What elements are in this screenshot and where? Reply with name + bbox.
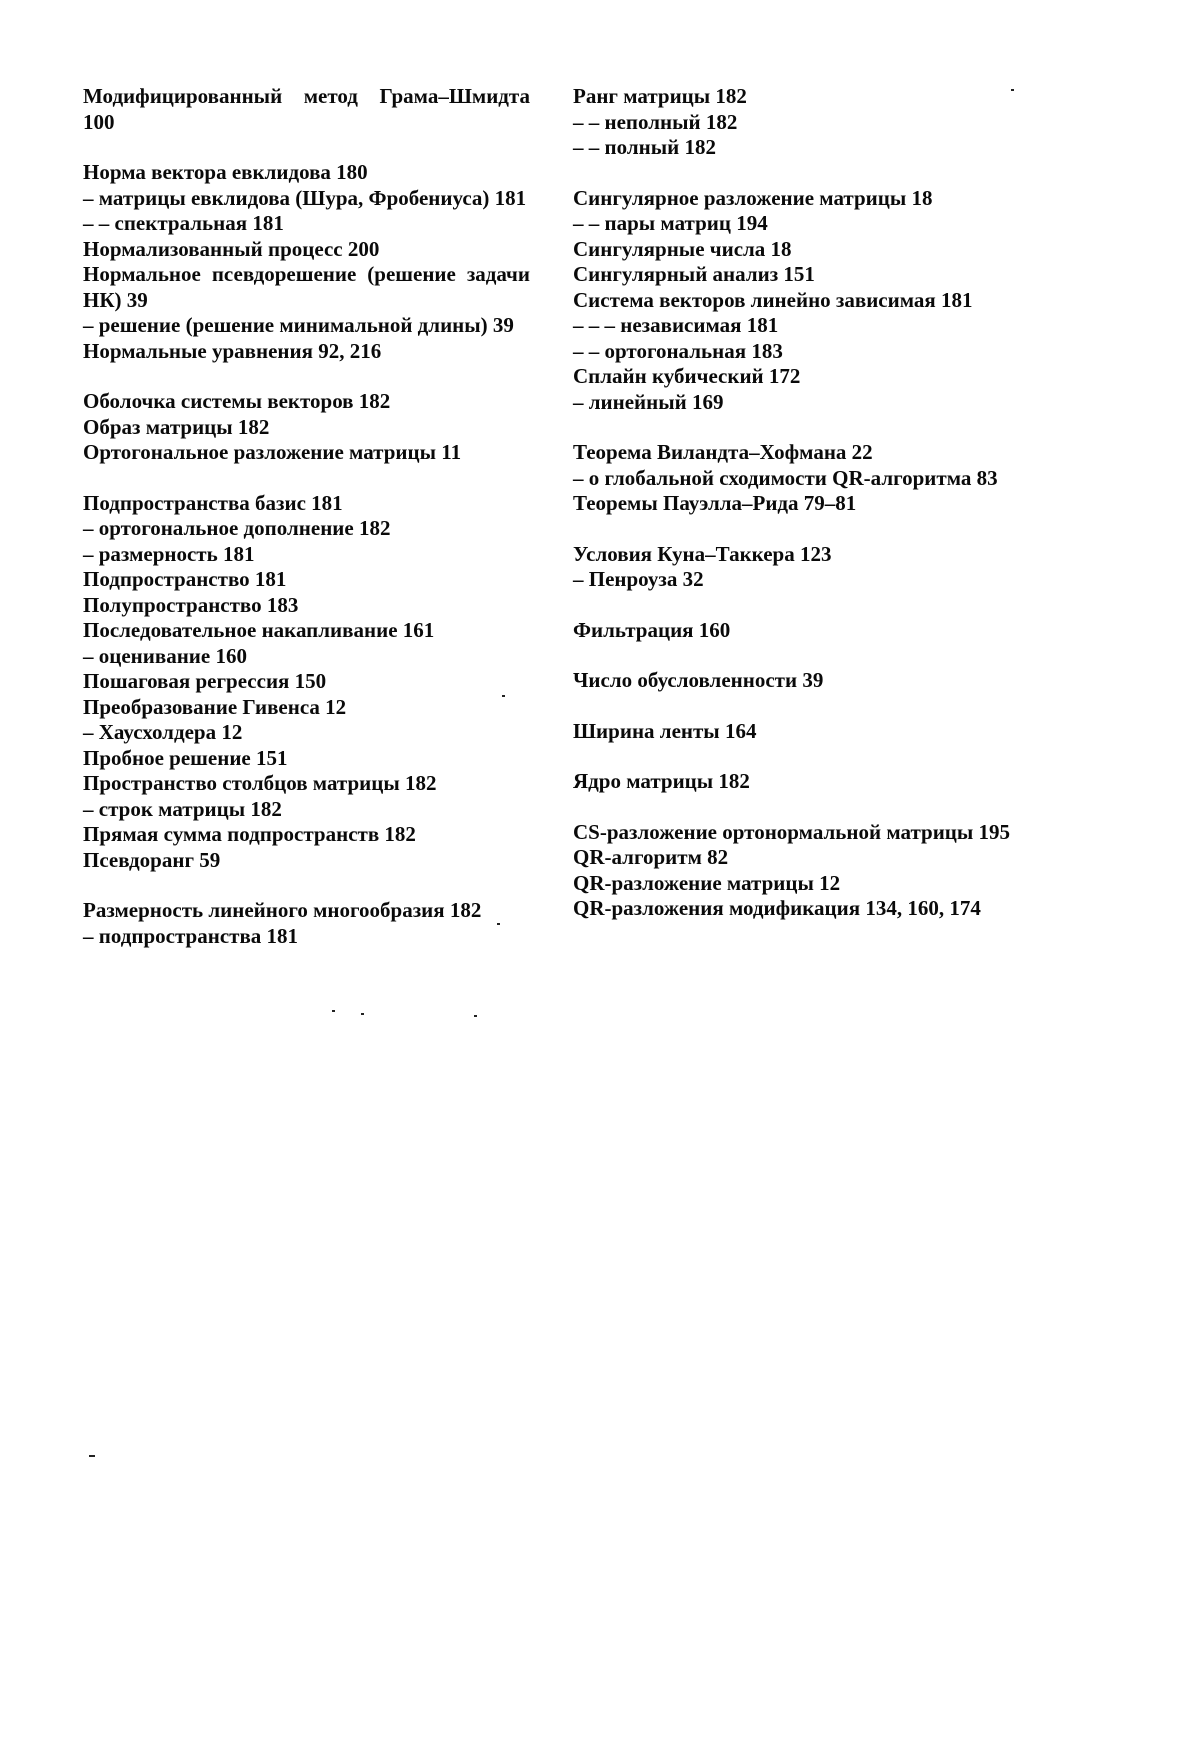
index-entry: – – ортогональная 183 xyxy=(573,338,783,363)
index-entry: – ортогональное дополнение 182 xyxy=(83,516,391,540)
index-entry: Число обусловленности 39 xyxy=(573,668,824,692)
index-entry: Нормализованный процесс 200 xyxy=(83,236,380,261)
index-entry: Нормальное псевдорешение (решение задачи НК) 39 xyxy=(83,262,530,312)
index-left-column xyxy=(83,84,530,974)
index-entry: – – полный 182 xyxy=(573,135,716,159)
index-group xyxy=(573,820,1021,922)
index-entry: – строк матрицы 182 xyxy=(83,796,282,821)
index-entry: – Хаусхолдера 12 xyxy=(83,720,243,744)
index-entry: Нормальные уравнения 92, 216 xyxy=(83,338,382,363)
index-group xyxy=(573,542,1021,593)
index-group xyxy=(83,898,530,949)
index-entry: Сингулярные числа 18 xyxy=(573,236,792,261)
scan-speck xyxy=(332,1010,335,1012)
index-entry: Полупространство 183 xyxy=(83,592,299,617)
index-group xyxy=(83,84,530,135)
index-entry: QR-разложение матрицы 12 xyxy=(573,870,841,895)
index-entry: Пошаговая регрессия 150 xyxy=(83,669,327,693)
index-entry: Система векторов линейно зависимая 181 xyxy=(573,287,973,312)
index-entry: – о глобальной сходимости QR-алгоритма 83 xyxy=(573,465,998,490)
index-entry: CS-разложение ортонормальной матрицы 195 xyxy=(573,819,1011,844)
index-right-column xyxy=(573,84,1021,947)
index-entry: Пробное решение 151 xyxy=(83,745,288,770)
index-entry: Ширина ленты 164 xyxy=(573,718,757,743)
index-entry: Размерность линейного многообразия 182 xyxy=(83,898,482,922)
index-entry: Условия Куна–Таккера 123 xyxy=(573,541,832,566)
index-entry: – – неполный 182 xyxy=(573,109,738,134)
index-group xyxy=(83,491,530,874)
index-entry: – подпространства 181 xyxy=(83,923,299,948)
index-group xyxy=(573,618,1021,644)
scan-speck xyxy=(1011,89,1014,91)
index-entry: Последовательное накапливание 161 xyxy=(83,618,435,642)
scan-speck xyxy=(497,923,500,925)
index-entry: Преобразование Гивенса 12 xyxy=(83,694,347,719)
index-entry: Норма вектора евклидова 180 xyxy=(83,160,368,184)
index-entry: – – – независимая 181 xyxy=(573,313,779,337)
index-entry: – – спектральная 181 xyxy=(83,211,284,235)
index-entry: – оценивание 160 xyxy=(83,643,247,668)
index-entry: Подпространства базис 181 xyxy=(83,490,343,515)
scan-speck xyxy=(361,1013,364,1015)
index-entry: Оболочка системы векторов 182 xyxy=(83,389,391,413)
index-entry: – решение (решение минимальной длины) 39 xyxy=(83,313,514,337)
index-entry: Ядро матрицы 182 xyxy=(573,769,750,793)
scan-speck xyxy=(474,1015,477,1017)
index-entry: Псевдоранг 59 xyxy=(83,847,221,872)
index-entry: Теорема Виландта–Хофмана 22 xyxy=(573,440,873,464)
index-entry: Подпространство 181 xyxy=(83,567,287,591)
index-entry: QR-алгоритм 82 xyxy=(573,845,729,869)
index-group xyxy=(573,668,1021,694)
index-group xyxy=(83,389,530,466)
index-entry: Прямая сумма подпространств 182 xyxy=(83,822,416,846)
index-entry: Образ матрицы 182 xyxy=(83,414,270,439)
index-entry: Фильтрация 160 xyxy=(573,617,731,642)
index-entry: Модифицированный метод Грама–Шмидта 100 xyxy=(83,84,530,134)
index-group xyxy=(573,440,1021,517)
index-entry: – матрицы евклидова (Шура, Фробениуса) 181 xyxy=(83,185,527,210)
index-entry: Сингулярное разложение матрицы 18 xyxy=(573,185,933,210)
index-entry: – размерность 181 xyxy=(83,541,255,566)
index-group xyxy=(573,769,1021,795)
index-group xyxy=(573,186,1021,416)
index-group xyxy=(83,160,530,364)
index-entry: QR-разложения модификация 134, 160, 174 xyxy=(573,896,981,920)
index-entry: – – пары матриц 194 xyxy=(573,211,768,235)
index-entry: Ранг матрицы 182 xyxy=(573,84,747,108)
index-entry: Пространство столбцов матрицы 182 xyxy=(83,771,437,795)
index-group xyxy=(573,84,1021,161)
index-entry: Сингулярный анализ 151 xyxy=(573,262,815,286)
scan-speck xyxy=(89,1455,95,1457)
index-entry: Теоремы Пауэлла–Рида 79–81 xyxy=(573,491,857,515)
index-group xyxy=(573,719,1021,745)
scan-speck xyxy=(502,695,505,697)
index-entry: – Пенроуза 32 xyxy=(573,567,704,591)
index-entry: Ортогональное разложение матрицы 11 xyxy=(83,440,462,464)
index-entry: – линейный 169 xyxy=(573,389,724,414)
index-entry: Сплайн кубический 172 xyxy=(573,364,801,388)
